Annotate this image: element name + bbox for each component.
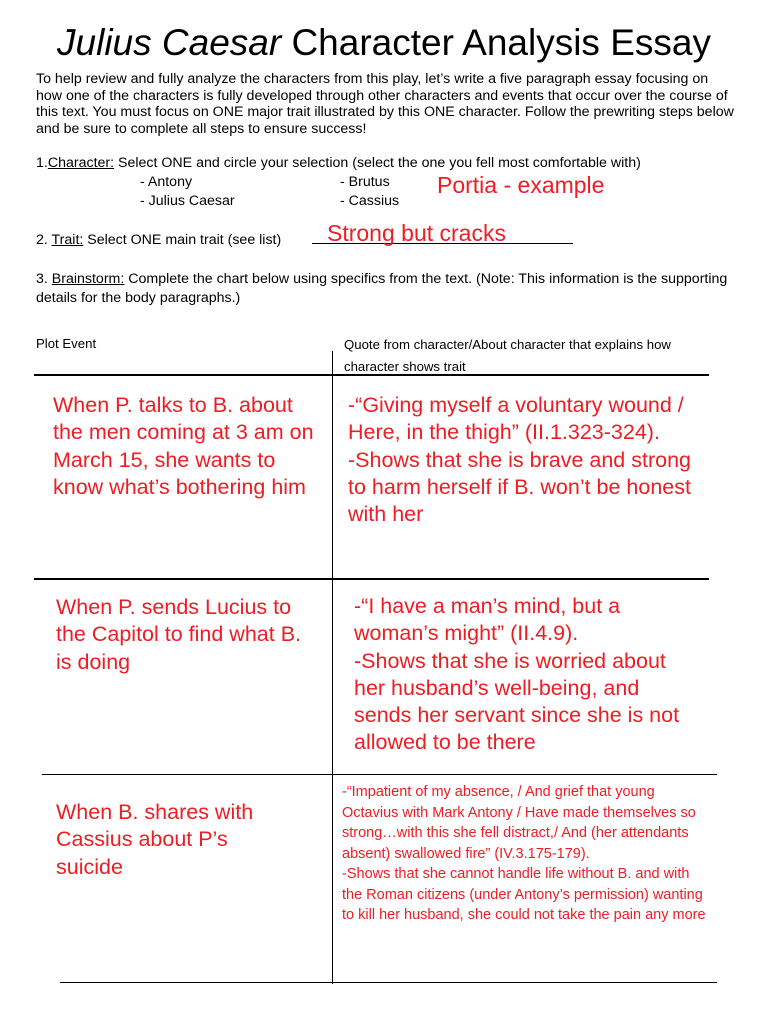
option-cassius[interactable]: - Cassius bbox=[340, 193, 400, 209]
step2-number: 2. bbox=[36, 232, 52, 248]
table-row1-event: When P. talks to B. about the men coming at 3 am on March 15, she wants to know what’s bothering him bbox=[53, 393, 314, 499]
title-italic: Julius Caesar bbox=[57, 22, 282, 63]
table-row3-quote bbox=[342, 782, 712, 926]
step2-text: Select ONE main trait (see list) bbox=[83, 232, 282, 248]
step3-label: Brainstorm: bbox=[51, 271, 125, 287]
step2-label: Trait: bbox=[51, 232, 84, 248]
table-row1-explanation: -Shows that she is brave and strong to harm herself if B. won’t be honest with her bbox=[348, 447, 691, 527]
title-rest: Character Analysis Essay bbox=[281, 22, 711, 63]
character-answer: Portia - example bbox=[437, 172, 605, 198]
step1-line bbox=[36, 154, 641, 172]
header-plot-event: Plot Event bbox=[36, 336, 97, 351]
step1-number: 1. bbox=[36, 155, 48, 171]
table-row2-event: When P. sends Lucius to the Capitol to find what B. is doing bbox=[56, 595, 302, 674]
step3-line bbox=[36, 270, 736, 307]
step1-label: Character: bbox=[47, 155, 115, 171]
option-brutus[interactable]: - Brutus bbox=[340, 174, 390, 190]
option-julius-caesar[interactable]: - Julius Caesar bbox=[140, 193, 235, 209]
step2-line bbox=[36, 231, 281, 249]
table-row1-quote bbox=[348, 392, 698, 528]
table-row3-explanation: -Shows that she cannot handle life without B. and with the Roman citizens (under Antony’s permission) wanting to kill her husband, she could not take the pain any more bbox=[342, 866, 706, 923]
table-row2-rule bbox=[42, 774, 717, 775]
step3-text: Complete the chart below using specifics from the text. (Note: This information is the supporting details for the body paragraphs.) bbox=[36, 271, 728, 306]
table-row1-quote-text: -“Giving myself a voluntary wound / Here, in the thigh” (II.1.323-324). bbox=[348, 393, 684, 445]
table-header-rule bbox=[34, 374, 709, 376]
table-row3-event: When B. shares with Cassius about P’s suicide bbox=[56, 800, 254, 879]
option-antony[interactable]: - Antony bbox=[140, 174, 193, 190]
table-row2-explanation: -Shows that she is worried about her husband’s well-being, and sends her servant since she is not allowed to be there bbox=[354, 648, 680, 755]
step3-number: 3. bbox=[36, 271, 52, 287]
step1-text: Select ONE and circle your selection (select the one you fell most comfortable with) bbox=[114, 155, 641, 171]
table-column-divider bbox=[332, 351, 333, 984]
page-title bbox=[0, 18, 768, 68]
table-bottom-rule bbox=[60, 982, 717, 983]
table-row2-quote-text: -“I have a man’s mind, but a woman’s might” (II.4.9). bbox=[354, 594, 621, 646]
table-row2-quote bbox=[354, 593, 699, 757]
header-quote: Quote from character/About character that explains how character shows trait bbox=[344, 337, 671, 374]
table-row1-rule bbox=[34, 578, 709, 580]
table-row3-quote-text: -“Impatient of my absence, / And grief that young Octavius with Mark Antony / Have made themselves so strong…with this she fell distract,/ And (her attendants absent) swallowed fire” (IV.3.175-179). bbox=[342, 784, 696, 862]
intro-paragraph: To help review and fully analyze the characters from this play, let’s write a five paragraph essay focusing on how one of the characters is fully developed through other characters and events that occur over the course of this text. You must focus on ONE major trait illustrated by this ONE character. Follow the prewriting steps below and be sure to complete all steps to ensure success! bbox=[36, 71, 734, 137]
trait-answer: Strong but cracks bbox=[327, 220, 506, 246]
